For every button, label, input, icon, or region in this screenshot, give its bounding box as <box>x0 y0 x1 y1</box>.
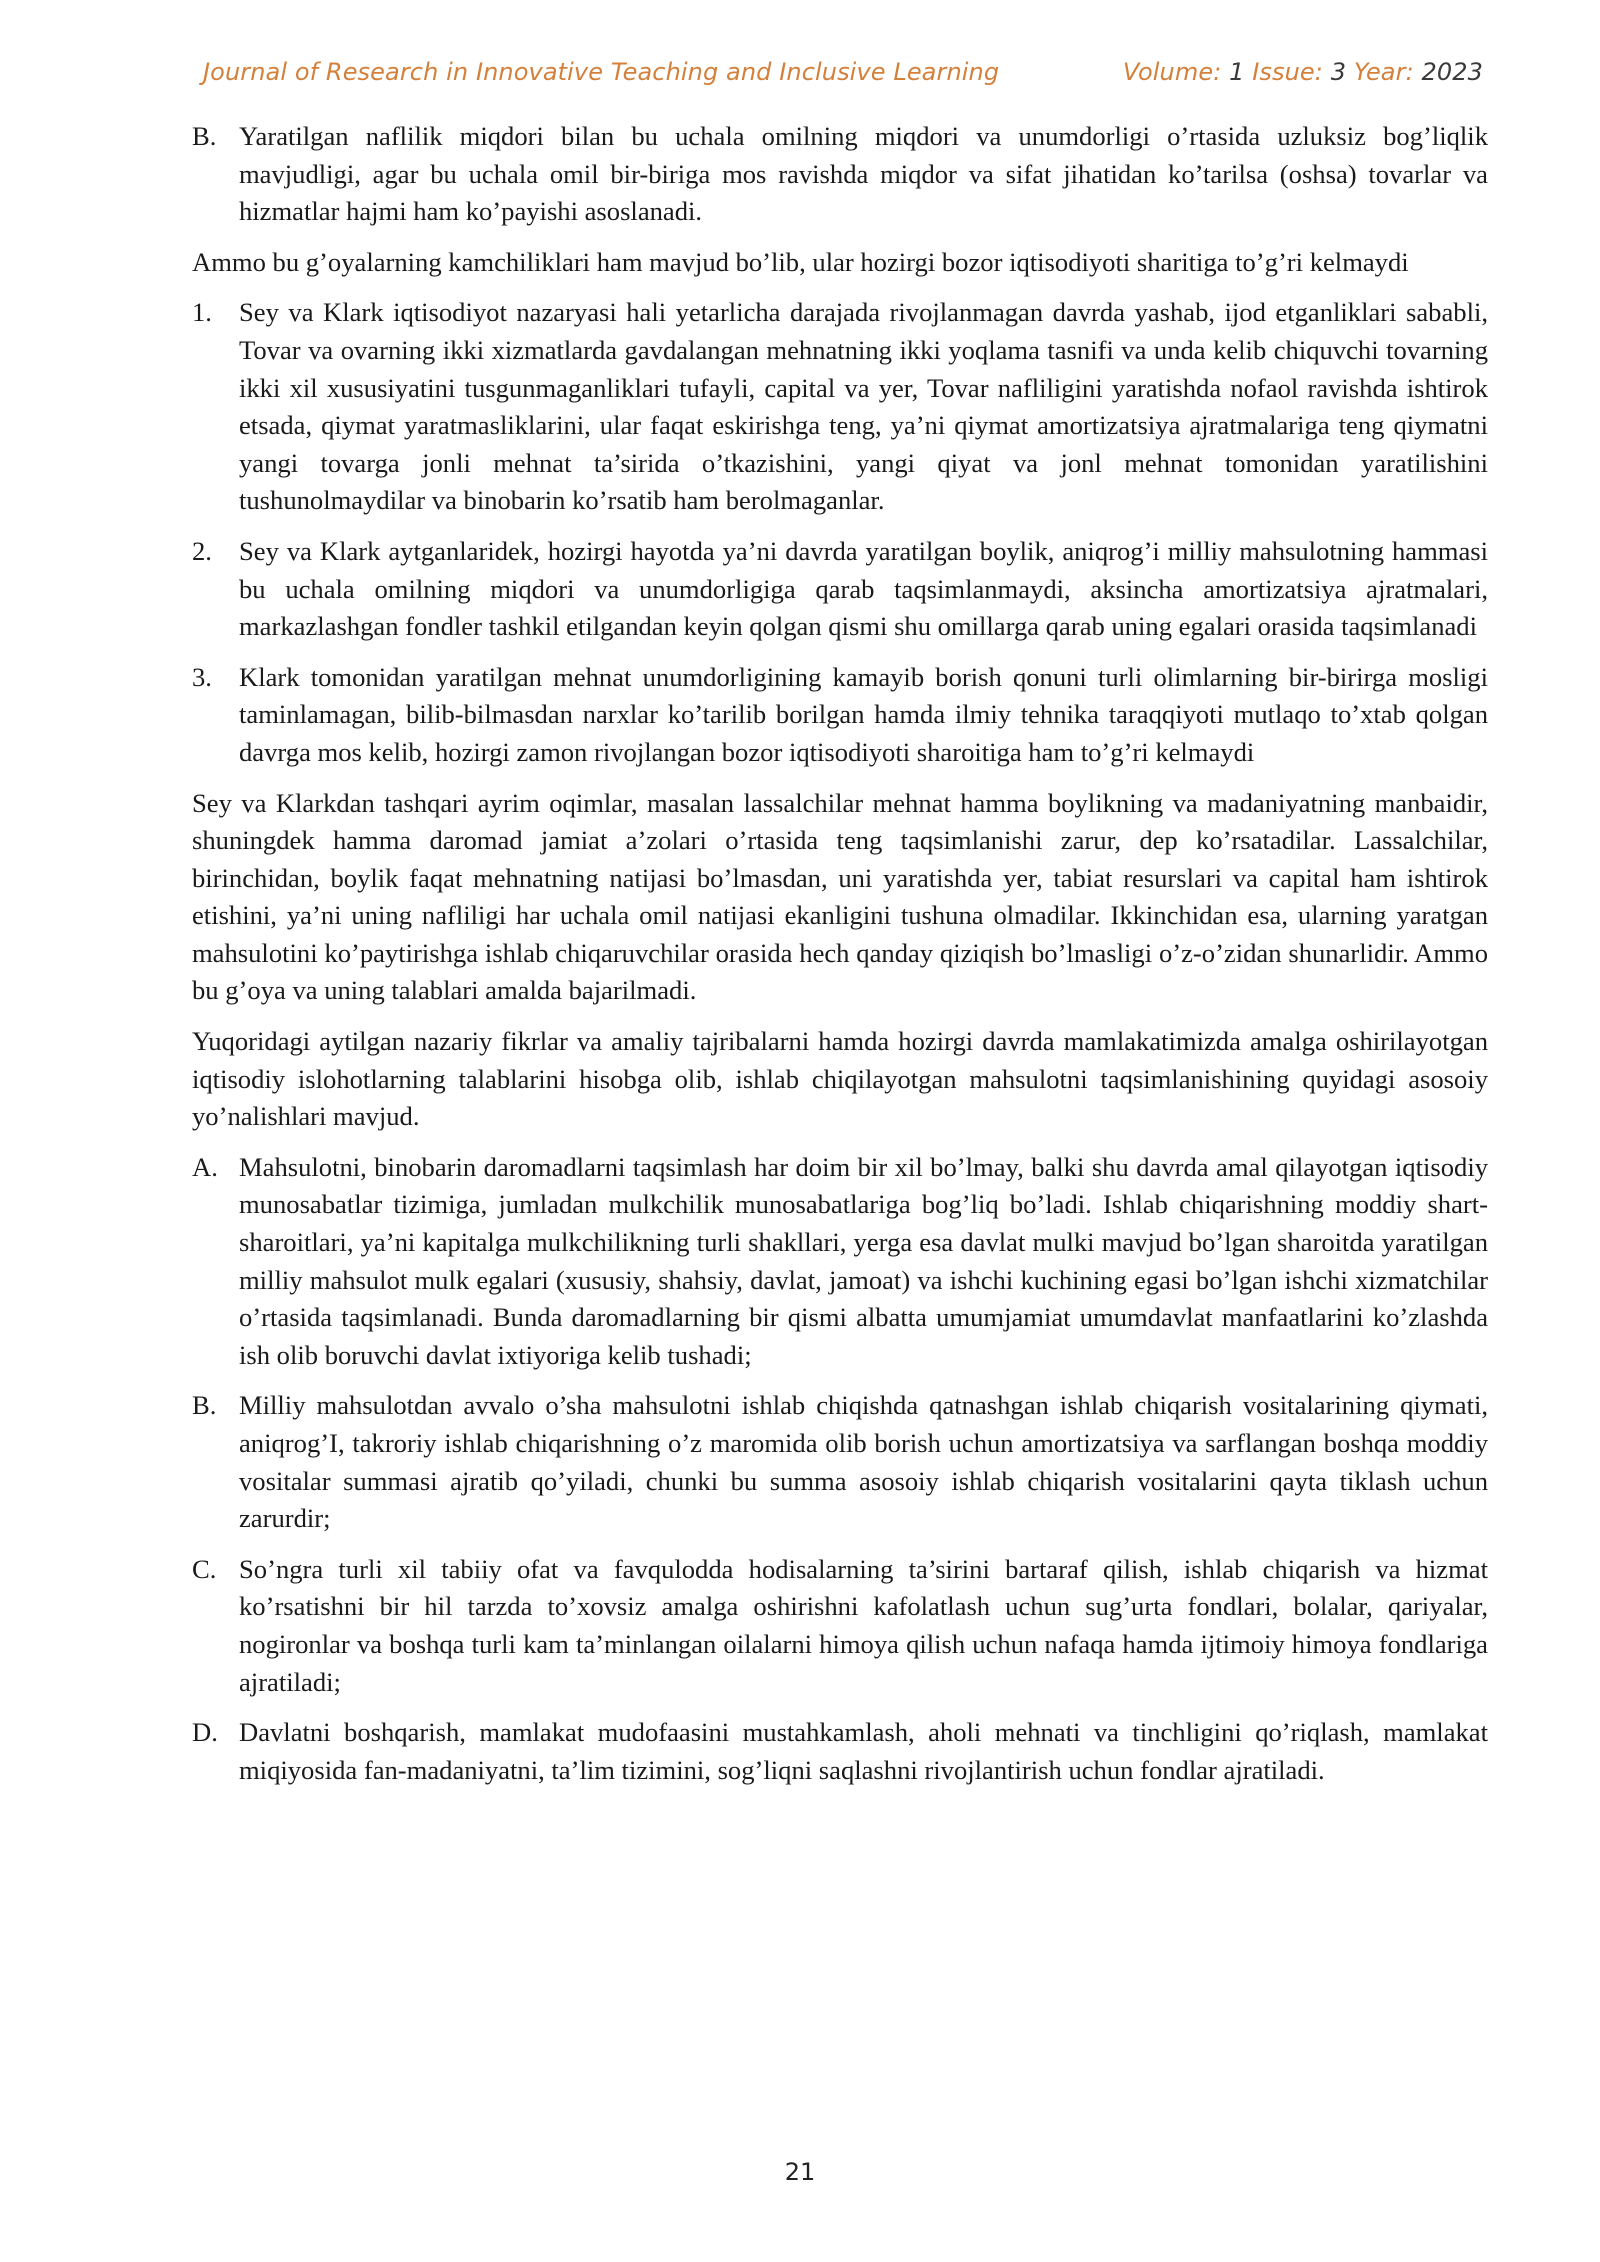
volume-label: Volume: <box>1122 58 1230 86</box>
list-marker: 2. <box>192 535 212 566</box>
numbered-item-2 <box>192 533 1488 646</box>
list-item-text: Sey va Klark aytganlaridek, hozirgi hayotda ya’ni davrda yaratilgan boylik, aniqrog’i milliy mahsulotning hammasi bu uchala omilning miqdori va unumdorligiga qarab taqsimlanmaydi, aksincha amortizatsiya ajratmalari, markazlashgan fondler tashkil etilgandan keyin qolgan qismi shu omillarga qarab uning egalari orasida taqsimlanadi <box>239 535 1488 642</box>
numbered-item-3 <box>192 659 1488 772</box>
list-marker: D. <box>192 1717 218 1748</box>
list-marker: 1. <box>192 297 212 328</box>
volume-issue-year <box>1123 58 1483 86</box>
paragraph-3: Yuqoridagi aytilgan nazariy fikrlar va amaliy tajribalarni hamda hozirgi davrda mamlakatimizda amalga oshirilayotgan iqtisodiy islohotlarning talablarini hisobga olib, ishlab chiqilayotgan mahsulotni taqsimlanishining quyidagi asosoiy yo’nalishlari mavjud. <box>192 1026 1488 1132</box>
lettered-item-c <box>192 1551 1488 1701</box>
issue-label: Issue: <box>1244 58 1331 86</box>
journal-title: Journal of Research in Innovative Teaching and Inclusive Learning <box>203 58 1000 86</box>
paragraph-1: Ammo bu g’oyalarning kamchiliklari ham mavjud bo’lib, ular hozirgi bozor iqtisodiyoti sharitiga to’g’ri kelmaydi <box>192 246 1409 277</box>
list-item-text: Davlatni boshqarish, mamlakat mudofaasini mustahkamlash, aholi mehnati va tinchligini qo’riqlash, mamlakat miqiyosida fan-madaniyatni, ta’lim tizimini, sog’liqni saqlashni rivojlantirish uchun fondlar ajratiladi. <box>239 1717 1488 1785</box>
volume-number: 1 <box>1229 58 1245 86</box>
paragraph-2: Sey va Klarkdan tashqari ayrim oqimlar, masalan lassalchilar mehnat hamma boylikning va madaniyatning manbaidir, shuningdek hamma daromad jamiat a’zolari o’rtasida teng taqsimlanishi zarur, dep ko’rsatadilar. Lassalchilar, birinchidan, boylik faqat mehnatning natijasi bo’lmasdan, uni yaratishda yer, tabiat resurslari va capital ham ishtirok etishini, ya’ni uning nafliligi har uchala omil natijasi ekanligini tushuna olmadilar. Ikkinchidan esa, ularning yaratgan mahsulotini ko’paytirishga ishlab chiqaruvchilar orasida hech qanday qiziqish bo’lmasligi o’z-o’zidan shunarlidir. Ammo bu g’oya va uning talablari amalda bajarilmadi. <box>192 787 1488 1006</box>
body-text <box>192 118 1488 1802</box>
list-marker: B. <box>192 1390 217 1421</box>
list-marker: C. <box>192 1553 217 1584</box>
numbered-item-1 <box>192 294 1488 520</box>
list-marker: A. <box>192 1151 218 1182</box>
list-item-text: Sey va Klark iqtisodiyot nazaryasi hali yetarlicha darajada rivojlanmagan davrda yashab, ijod etganliklari sababli, Tovar va ovarning ikki xizmatlarda gavdalangan mehnatning ikki yoqlama tasnifi va unda kelib chiquvchi tovarning ikki xil xususiyatini tusgunmaganliklari tufayli, capital va yer, Tovar nafliligini yaratishda nofaol ravishda ishtirok etsada, qiymat yaratmasliklarini, ular faqat eskirishga teng, ya’ni qiymat amortizatsiya ajratmalariga teng qiymatni yangi tovarga jonli mehnat ta’sirida o’tkazishini, yangi qiyat va jonl mehnat tomonidan yaratilishini tushunolmaydilar va binobarin ko’rsatib ham berolmaganlar. <box>239 297 1488 516</box>
issue-number: 3 <box>1330 58 1347 86</box>
lettered-item-d <box>192 1714 1488 1789</box>
list-item-text: Mahsulotni, binobarin daromadlarni taqsimlash har doim bir xil bo’lmay, balki shu davrda amal qilayotgan iqtisodiy munosabatlar tizimiga, jumladan mulkchilik munosabatlariga bog’liq bo’ladi. Ishlab chiqarishning moddiy shart-sharoitlari, ya’ni kapitalga mulkchilikning turli shakllari, yerga esa davlat mulki mavjud bo’lgan sharoitda yaratilgan milliy mahsulot mulk egalari (xususiy, shahsiy, davlat, jamoat) va ishchi kuchining egasi bo’lgan ishchi xizmatchilar o’rtasida taqsimlanadi. Bunda daromadlarning bir qismi albatta umumjamiat umumdavlat manfaatlarini ko’zlashda ish olib boruvchi davlat ixtiyoriga kelib tushadi; <box>239 1151 1488 1370</box>
lettered-item-b <box>192 1387 1488 1537</box>
list-marker: B. <box>192 121 217 151</box>
lettered-item-a <box>192 1149 1488 1375</box>
page-number: 21 <box>784 2158 816 2186</box>
running-header <box>203 58 1483 98</box>
list-item-text: Klark tomonidan yaratilgan mehnat unumdorligining kamayib borish qonuni turli olimlarning bir-birirga mosligi taminlamagan, bilib-bilmasdan narxlar ko’tarilib borilgan hamda ilmiy tehnika taraqqiyoti mutlaqo to’xtab qolgan davrga mos kelib, hozirgi zamon rivojlangan bozor iqtisodiyoti sharoitiga ham to’g’ri kelmaydi <box>239 661 1488 767</box>
list-item-text: Milliy mahsulotdan avvalo o’sha mahsulotni ishlab chiqishda qatnashgan ishlab chiqarish vositalarining qiymati, aniqrog’I, takroriy ishlab chiqarishning o’z maromida olib borish uchun amortizatsiya va sarflangan boshqa moddiy vositalar summasi ajratib qo’yiladi, chunki bu summa asosoiy ishlab chiqarish vositalarini qayta tiklash uchun zarurdir; <box>239 1390 1488 1534</box>
year-value: 2023 <box>1421 58 1483 86</box>
year-label: Year: <box>1346 58 1422 86</box>
list-item-top-b <box>192 118 1488 231</box>
list-item-text: So’ngra turli xil tabiiy ofat va favqulodda hodisalarning ta’sirini bartaraf qilish, ishlab chiqarish va hizmat ko’rsatishni bir hil tarzda to’xovsiz amalga oshirishni kafolatlash uchun sug’urta fondlari, bolalar, qariyalar, nogironlar va boshqa turli kam ta’minlangan oilalarni himoya qilish uchun nafaqa hamda ijtimoiy himoya fondlariga ajratiladi; <box>239 1553 1488 1697</box>
list-item-text: Yaratilgan naflilik miqdori bilan bu uchala omilning miqdori va unumdorligi o’rtasida uzluksiz bog’liqlik mavjudligi, agar bu uchala omil bir-biriga mos ravishda miqdor va sifat jihatidan ko’tarilsa (oshsa) tovarlar va hizmatlar hajmi ham ko’payishi asoslanadi. <box>239 121 1488 227</box>
list-marker: 3. <box>192 661 212 692</box>
